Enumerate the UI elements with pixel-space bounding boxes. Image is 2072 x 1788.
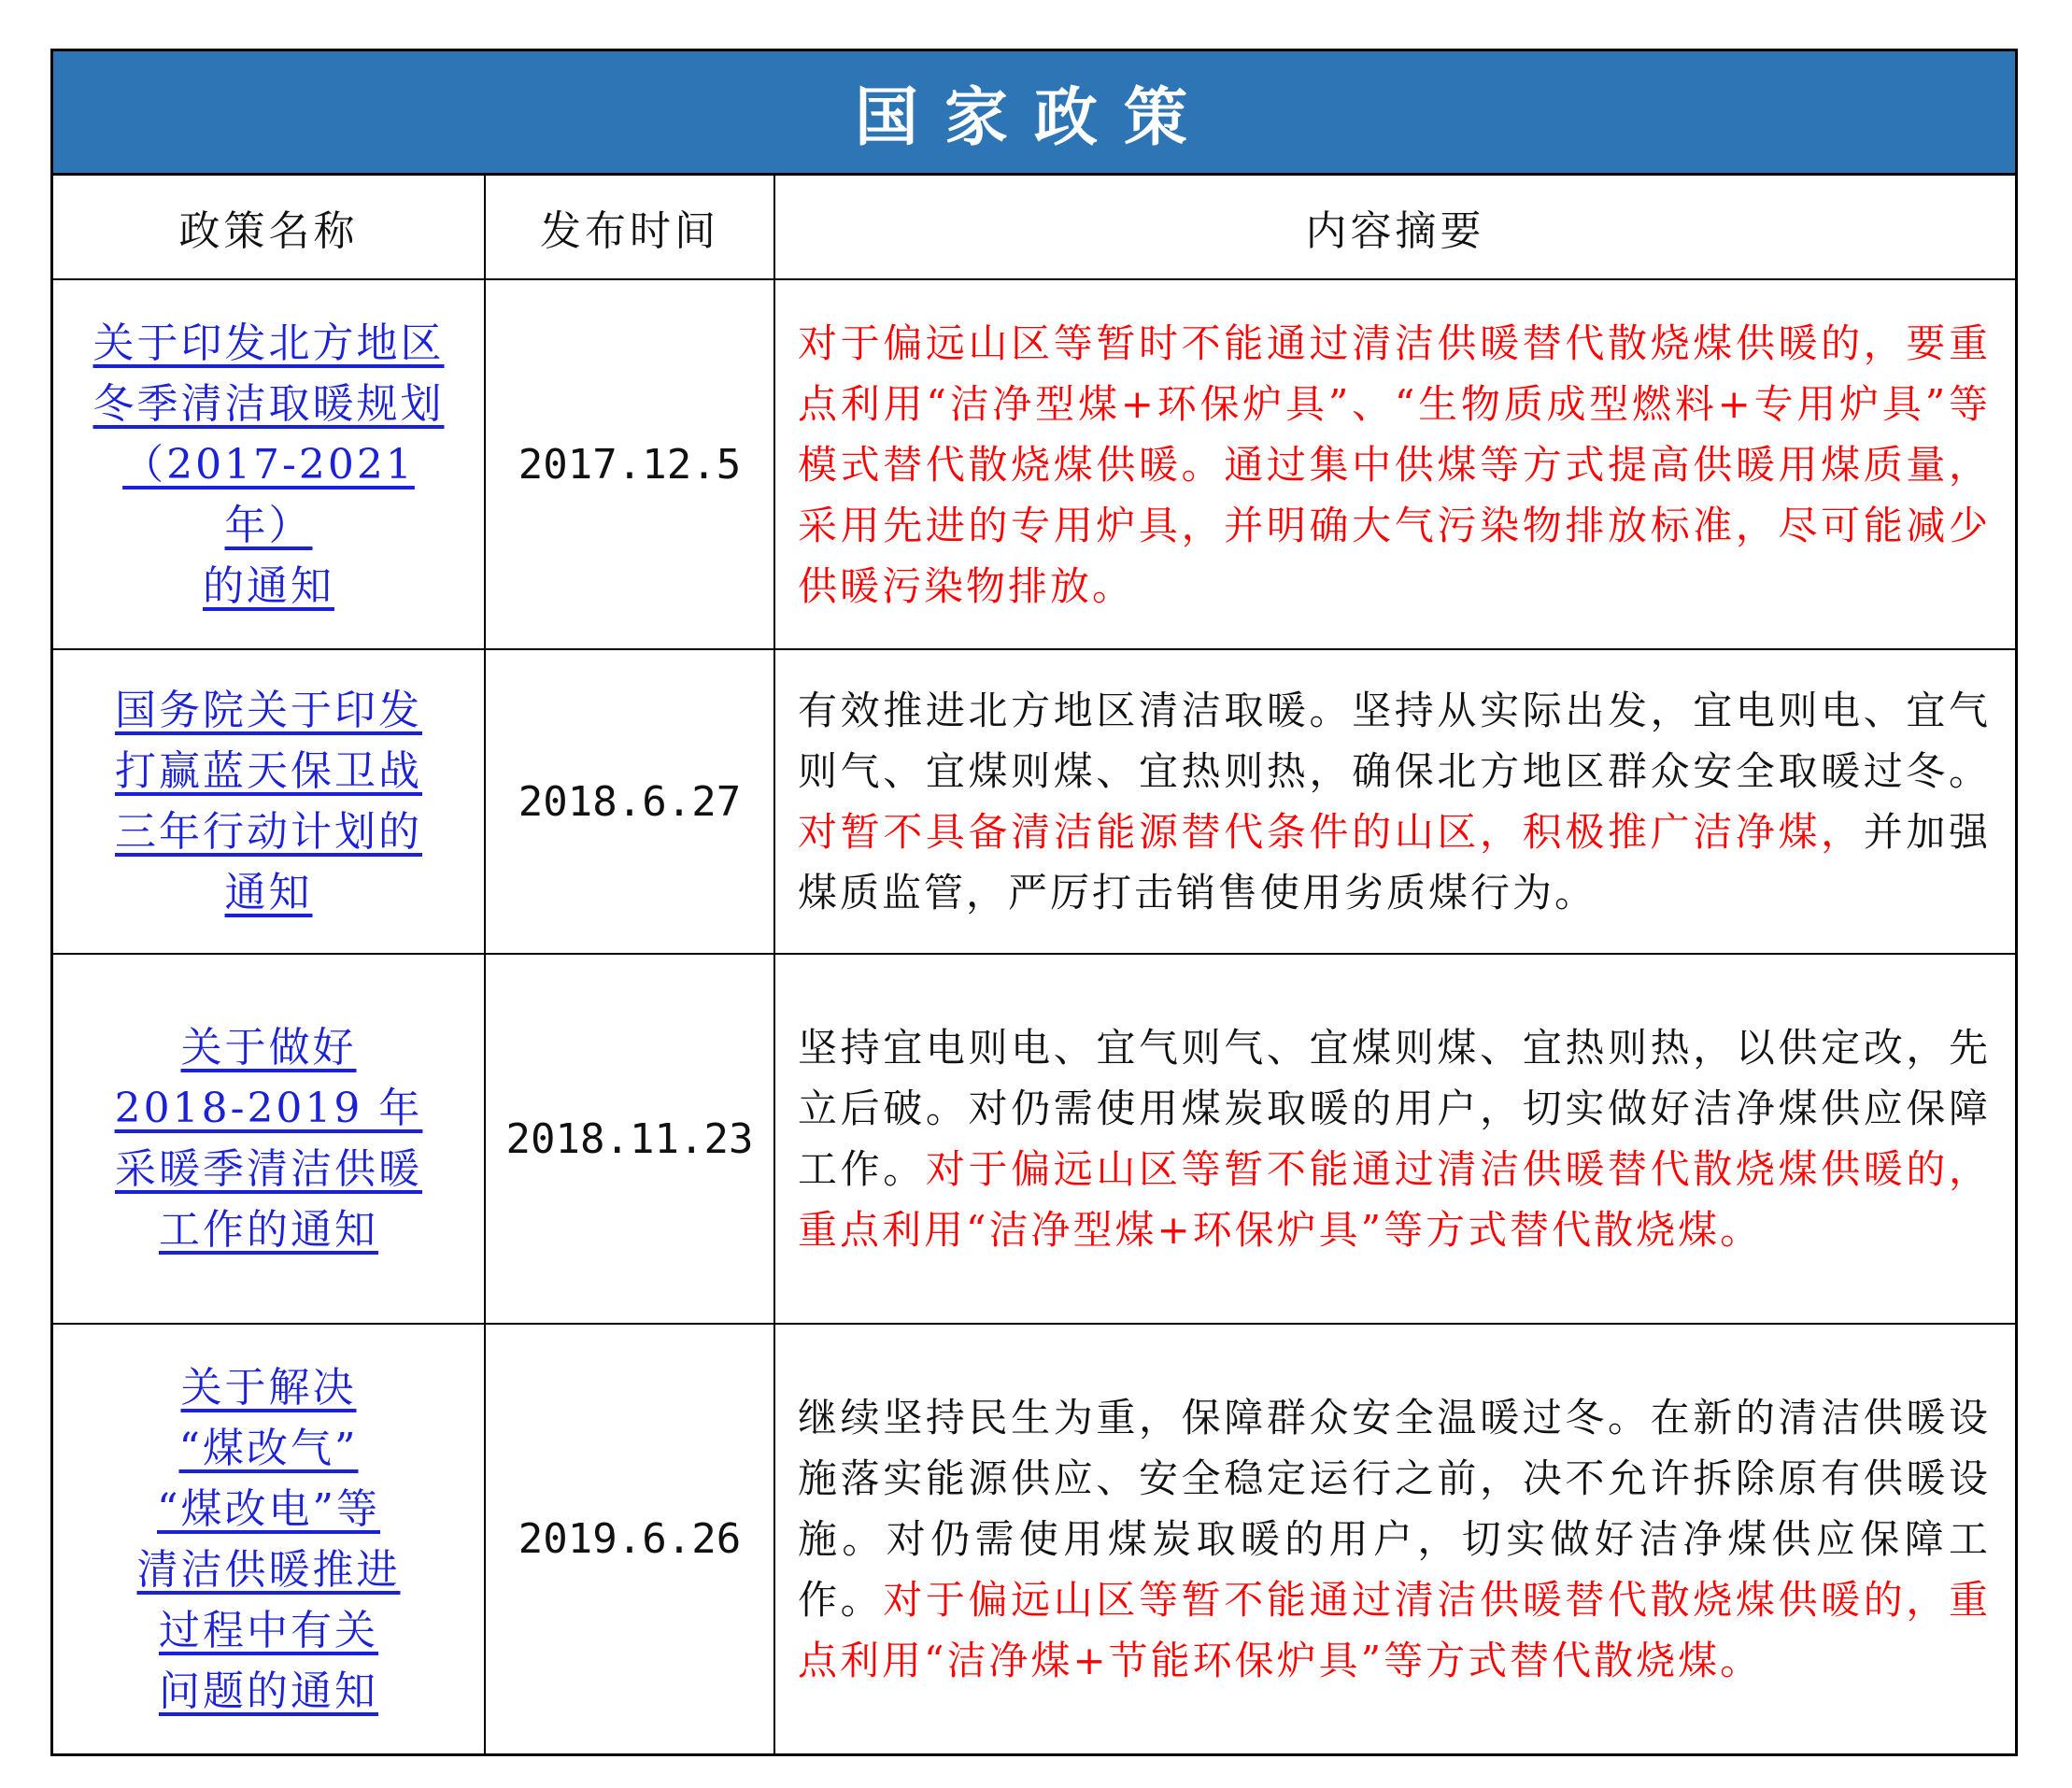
policy-link[interactable]: 关于做好 2018-2019 年 采暖季清洁供暖 工作的通知 <box>114 1024 423 1254</box>
policy-link[interactable]: 关于解决 “煤改气” “煤改电”等 清洁供暖推进 过程中有关 问题的通知 <box>136 1363 401 1715</box>
table-row <box>53 954 2015 1324</box>
policy-name-cell <box>53 954 485 1324</box>
summary-highlight: 对暂不具备清洁能源替代条件的山区，积极推广洁净煤， <box>798 809 1864 855</box>
summary-cell <box>774 279 2015 649</box>
summary-highlight: 对于偏远山区等暂时不能通过清洁供暖替代散烧煤供暖的，要重点利用“洁净型煤+环保炉具”、“生物质成型燃料+专用炉具”等模式替代散烧煤供暖。通过集中供煤等方式提高供暖用煤质量，采用先进的专用炉具，并明确大气污染物排放标准，尽可能减少供暖污染物排放。 <box>798 319 1991 609</box>
table-row <box>53 279 2015 649</box>
summary-text: 继续坚持民生为重，保障群众安全温暖过冬。在新的清洁供暖设施落实能源供应、安全稳定运行之前，决不允许拆除原有供暖设施。对仍需使用煤炭取暖的用户，切实做好洁净煤供应保障工作。 <box>798 1395 1991 1623</box>
page-title: 国家政策 <box>53 51 2015 176</box>
policy-link[interactable]: 国务院关于印发 打赢蓝天保卫战 三年行动计划的 通知 <box>115 687 422 916</box>
table-row <box>53 1324 2015 1753</box>
summary-cell <box>774 649 2015 954</box>
table-row <box>53 649 2015 954</box>
release-date: 2018.6.27 <box>485 649 774 954</box>
summary-text: 并加强煤质监管，严厉打击销售使用劣质煤行为。 <box>798 809 1991 915</box>
table-header-row <box>53 176 2015 279</box>
summary-highlight: 对于偏远山区等暂不能通过清洁供暖替代散烧煤供暖的，重点利用“洁净煤+节能环保炉具”等方式替代散烧煤。 <box>798 1577 1991 1683</box>
release-date: 2019.6.26 <box>485 1324 774 1753</box>
header-release-date: 发布时间 <box>485 176 774 279</box>
summary-text: 坚持宜电则电、宜气则气、宜煤则煤、宜热则热，以供定改，先立后破。对仍需使用煤炭取暖的用户，切实做好洁净煤供应保障工作。 <box>798 1025 1991 1192</box>
summary-text: 有效推进北方地区清洁取暖。坚持从实际出发，宜电则电、宜气则气、宜煤则煤、宜热则热，确保北方地区群众安全取暖过冬。 <box>798 688 1991 794</box>
policy-name-cell <box>53 1324 485 1753</box>
summary-highlight: 对于偏远山区等暂不能通过清洁供暖替代散烧煤供暖的，重点利用“洁净型煤+环保炉具”等方式替代散烧煤。 <box>798 1146 1991 1253</box>
header-summary: 内容摘要 <box>774 176 2015 279</box>
policy-table <box>53 176 2015 1753</box>
policy-name-cell <box>53 649 485 954</box>
policy-link[interactable]: 关于印发北方地区 冬季清洁取暖规划 （2017-2021 年） 的通知 <box>92 319 445 610</box>
header-policy-name: 政策名称 <box>53 176 485 279</box>
summary-cell <box>774 1324 2015 1753</box>
policy-table-container <box>50 49 2018 1756</box>
release-date: 2018.11.23 <box>485 954 774 1324</box>
policy-name-cell <box>53 279 485 649</box>
summary-cell <box>774 954 2015 1324</box>
release-date: 2017.12.5 <box>485 279 774 649</box>
